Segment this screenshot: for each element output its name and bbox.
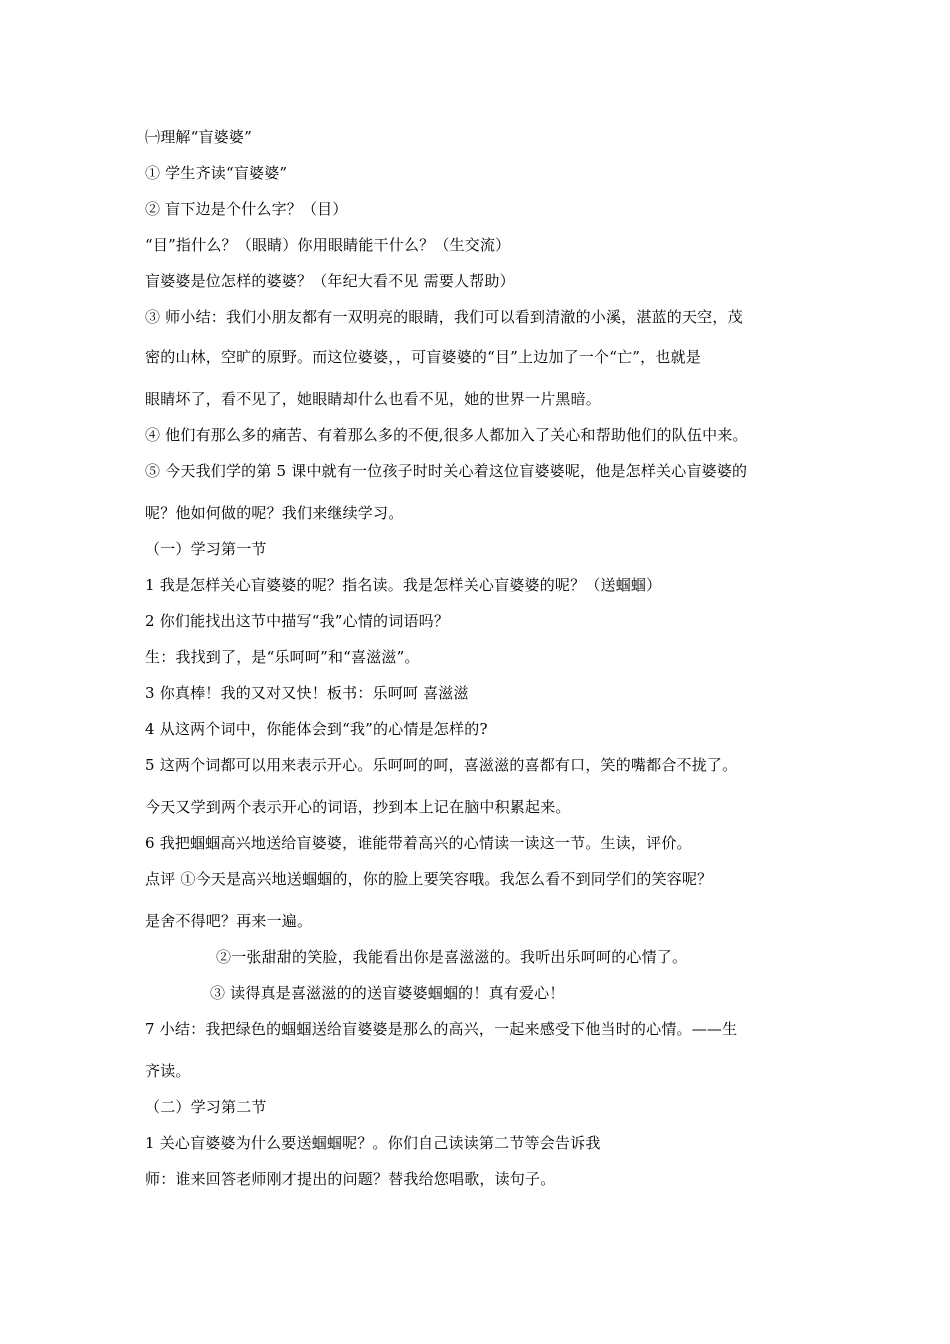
section-heading-part-one: （一）学习第一节: [145, 540, 267, 558]
paragraph-line: ③ 读得真是喜滋滋的的送盲婆婆蝈蝈的！真有爱心！: [210, 984, 565, 1002]
paragraph-line: “目”指什么？（眼睛）你用眼睛能干什么？（生交流）: [145, 236, 511, 254]
paragraph-line: 眼睛坏了，看不见了，她眼睛却什么也看不见，她的世界一片黑暗。: [145, 390, 602, 408]
paragraph-line: 生：我找到了，是“乐呵呵”和“喜滋滋”。: [145, 648, 420, 666]
paragraph-line: 是舍不得吧？再来一遍。: [145, 912, 313, 930]
section-heading-blind-grandma: ㈠理解“盲婆婆”: [145, 128, 252, 146]
paragraph-line: 5 这两个词都可以用来表示开心。乐呵呵的呵，喜滋滋的喜都有口，笑的嘴都合不拢了。: [145, 756, 738, 774]
paragraph-line: ② 盲下边是个什么字？（目）: [145, 200, 348, 218]
paragraph-line: 盲婆婆是位怎样的婆婆？（年纪大看不见 需要人帮助）: [145, 272, 515, 290]
paragraph-line: 师：谁来回答老师刚才提出的问题？替我给您唱歌，读句子。: [145, 1170, 556, 1188]
paragraph-line: ③ 师小结：我们小朋友都有一双明亮的眼睛，我们可以看到清澈的小溪，湛蓝的天空，茂: [145, 308, 743, 326]
paragraph-line: 齐读。: [145, 1062, 191, 1080]
paragraph-line: ④ 他们有那么多的痛苦、有着那么多的不便,很多人都加入了关心和帮助他们的队伍中来。: [145, 426, 748, 444]
paragraph-line: ②一张甜甜的笑脸，我能看出你是喜滋滋的。我听出乐呵呵的心情了。: [216, 948, 688, 966]
paragraph-line: 7 小结：我把绿色的蝈蝈送给盲婆婆是那么的高兴，一起来感受下他当时的心情。——生: [145, 1020, 738, 1038]
paragraph-line: 6 我把蝈蝈高兴地送给盲婆婆，谁能带着高兴的心情读一读这一节。生读，评价。: [145, 834, 692, 852]
paragraph-line: 3 你真棒！我的又对又快！板书：乐呵呵 喜滋滋: [145, 684, 469, 702]
paragraph-line: 点评 ①今天是高兴地送蝈蝈的，你的脸上要笑容哦。我怎么看不到同学们的笑容呢？: [145, 870, 713, 888]
paragraph-line: 1 我是怎样关心盲婆婆的呢？指名读。我是怎样关心盲婆婆的呢？（送蝈蝈）: [145, 576, 662, 594]
paragraph-line: 1 关心盲婆婆为什么要送蝈蝈呢？。你们自己读读第二节等会告诉我: [145, 1134, 601, 1152]
paragraph-line: ① 学生齐读“盲婆婆”: [145, 164, 288, 182]
paragraph-line: 呢？他如何做的呢？我们来继续学习。: [145, 504, 404, 522]
paragraph-line: ⑤ 今天我们学的第 5 课中就有一位孩子时时关心着这位盲婆婆呢，他是怎样关心盲婆婆的: [145, 462, 748, 480]
paragraph-line: 今天又学到两个表示开心的词语，抄到本上记在脑中积累起来。: [145, 798, 571, 816]
section-heading-part-two: （二）学习第二节: [145, 1098, 267, 1116]
paragraph-line: 密的山林，空旷的原野。而这位婆婆，，可盲婆婆的“目”上边加了一个“亡”，也就是: [145, 348, 701, 366]
paragraph-line: 4 从这两个词中，你能体会到“我”的心情是怎样的?: [145, 720, 488, 738]
paragraph-line: 2 你们能找出这节中描写“我”心情的词语吗？: [145, 612, 450, 630]
